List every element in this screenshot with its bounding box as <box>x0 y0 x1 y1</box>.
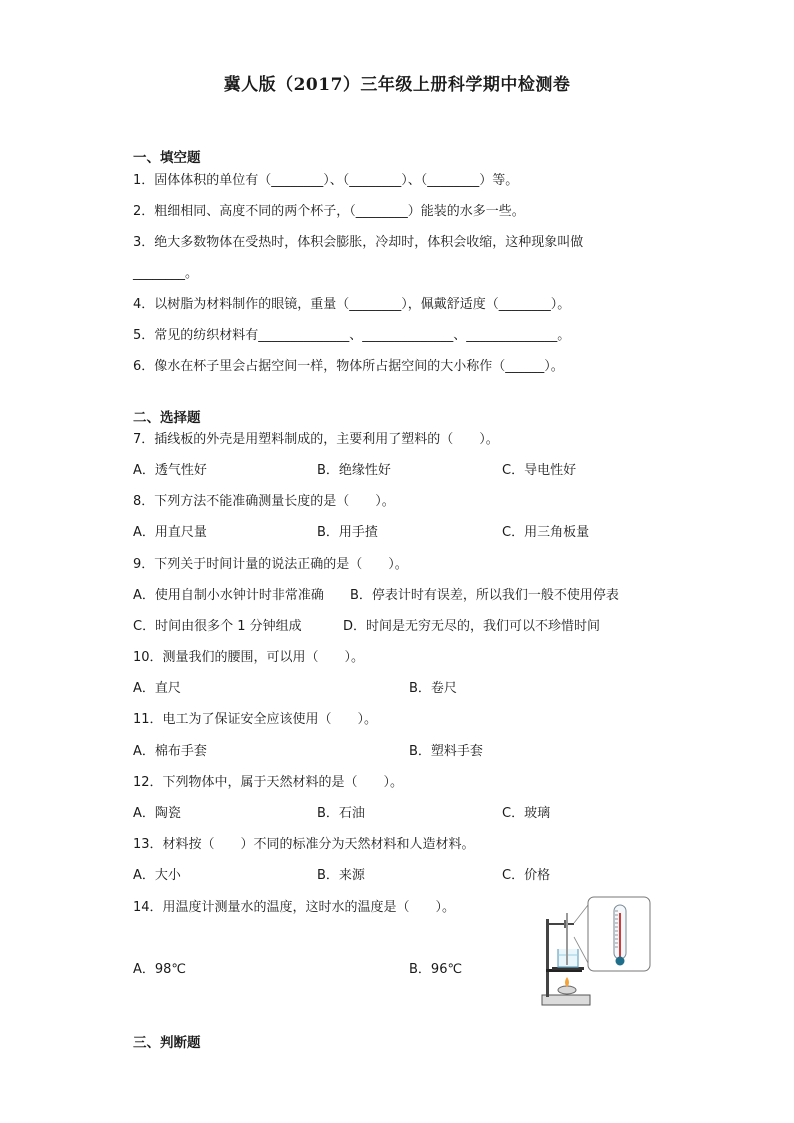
question-9-option-a: A．使用自制小水钟计时非常准确 <box>133 588 324 603</box>
question-3-line-2: ________。 <box>133 266 199 281</box>
question-8: 8．下列方法不能准确测量长度的是（ ）。 <box>133 494 395 509</box>
question-13-option-b: B．来源 <box>317 868 365 883</box>
question-10-option-b: B．卷尺 <box>409 681 457 696</box>
burner <box>558 986 576 994</box>
question-7-option-a: A．透气性好 <box>133 463 207 478</box>
question-13-option-c: C．价格 <box>502 868 551 883</box>
question-12: 12．下列物体中，属于天然材料的是（ ）。 <box>133 775 404 790</box>
question-8-option-c: C．用三角板量 <box>502 525 590 540</box>
thermometer-bulb <box>616 957 625 966</box>
question-5: 5．常见的纺织材料有______________、______________、______________。 <box>133 328 571 343</box>
question-10: 10．测量我们的腰围，可以用（ ）。 <box>133 650 365 665</box>
question-14-option-b: B．96℃ <box>409 962 463 977</box>
question-10-option-a: A．直尺 <box>133 681 181 696</box>
question-2: 2．粗细相同、高度不同的两个杯子，（________）能装的水多一些。 <box>133 204 525 219</box>
question-3-line-1: 3．绝大多数物体在受热时，体积会膨胀，冷却时，体积会收缩，这种现象叫做 <box>133 235 584 250</box>
section-heading-fill-blank: 一、填空题 <box>133 150 201 166</box>
question-13-option-a: A．大小 <box>133 868 181 883</box>
question-8-option-a: A．用直尺量 <box>133 525 207 540</box>
question-11-option-a: A．棉布手套 <box>133 744 207 759</box>
question-14: 14．用温度计测量水的温度，这时水的温度是（ ）。 <box>133 900 456 915</box>
section-heading-choice: 二、选择题 <box>133 410 201 426</box>
question-12-option-a: A．陶瓷 <box>133 806 181 821</box>
question-7: 7．插线板的外壳是用塑料制成的，主要利用了塑料的（ ）。 <box>133 432 499 447</box>
question-9-option-d: D．时间是无穷无尽的，我们可以不珍惜时间 <box>343 619 601 634</box>
question-12-option-b: B．石油 <box>317 806 365 821</box>
section-heading-true-false: 三、判断题 <box>133 1035 201 1051</box>
question-7-option-b: B．绝缘性好 <box>317 463 391 478</box>
question-13: 13．材料按（ ）不同的标准分为天然材料和人造材料。 <box>133 837 475 852</box>
question-9: 9．下列关于时间计量的说法正确的是（ ）。 <box>133 557 408 572</box>
clamp-arm <box>546 923 574 925</box>
question-14-option-a: A．98℃ <box>133 962 187 977</box>
question-11-option-b: B．塑料手套 <box>409 744 483 759</box>
stand-rod <box>546 919 549 997</box>
question-11: 11．电工为了保证安全应该使用（ ）。 <box>133 712 378 727</box>
question-8-option-b: B．用手揸 <box>317 525 378 540</box>
question-7-option-c: C．导电性好 <box>502 463 577 478</box>
flame <box>565 977 569 987</box>
page-title: 冀人版（2017）三年级上册科学期中检测卷 <box>223 75 571 95</box>
question-9-option-b: B．停表计时有误差，所以我们一般不使用停表 <box>350 588 619 603</box>
question-12-option-c: C．玻璃 <box>502 806 551 821</box>
question-4: 4．以树脂为材料制作的眼镜，重量（________），佩戴舒适度（________）。 <box>133 297 571 312</box>
question-6: 6．像水在杯子里会占据空间一样，物体所占据空间的大小称作（______）。 <box>133 359 564 374</box>
question-1: 1．固体体积的单位有（________）、（________）、（________）等。 <box>133 173 519 188</box>
callout-line-top <box>574 905 588 923</box>
thermometer-diagram <box>508 893 654 1009</box>
question-9-option-c: C．时间由很多个 1 分钟组成 <box>133 619 302 634</box>
stand-base <box>542 995 590 1005</box>
